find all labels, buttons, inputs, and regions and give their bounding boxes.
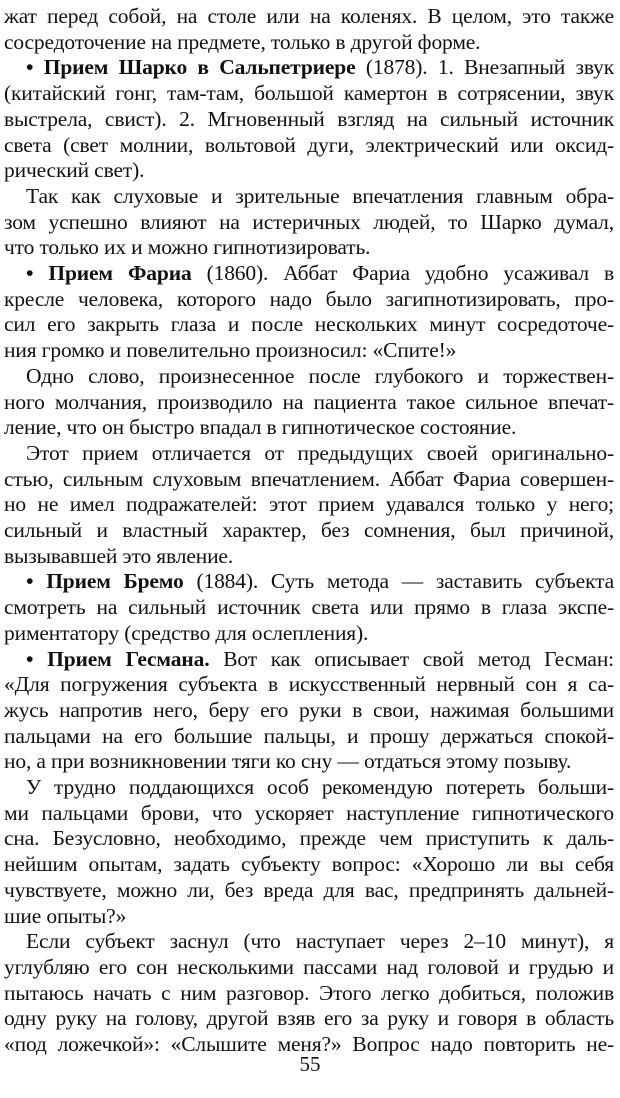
text-line	[4, 234, 614, 261]
text-line	[4, 800, 614, 827]
text-run: но, а при возникновении тяги ко сну — отдаться этому позыву.	[4, 749, 572, 774]
text-run: сосредоточение на предмете, только в другой форме.	[4, 29, 481, 54]
text-line	[4, 363, 614, 390]
text-line	[4, 594, 614, 621]
text-run: ми пальцами брови, что ускоряет наступление гипнотического	[4, 800, 614, 825]
text-line	[4, 3, 614, 30]
text-run: стью, сильным слуховым впечатлением. Аббат Фариа совершен-	[4, 466, 614, 491]
text-run: света (свет молнии, вольтовой дуги, электрический или оксид-	[4, 132, 614, 157]
text-run: чувствуете, можно ли, без вреда для вас, предпринять дальней-	[4, 877, 614, 902]
text-run: одну руку на голову, другой взяв его за руку и говоря в область	[4, 1006, 614, 1031]
text-run: У трудно поддающихся особ рекомендую потереть больши-	[26, 775, 614, 799]
text-run: выстрела, свист). 2. Мгновенный взгляд на сильный источник	[4, 106, 614, 131]
text-run: что только их и можно гипнотизировать.	[4, 235, 371, 260]
text-line	[4, 980, 614, 1007]
text-run: шие опыты?»	[4, 903, 127, 928]
text-line	[4, 517, 614, 544]
text-line	[4, 671, 614, 698]
text-line	[4, 851, 614, 878]
text-run: смотреть на сильный источник света или прямо в глаза экспе-	[4, 595, 614, 620]
text-line	[4, 132, 614, 159]
text-line	[4, 774, 614, 801]
text-run: вызывавшей это явление.	[4, 543, 234, 568]
text-line	[4, 209, 614, 236]
text-run: (1884). Суть метода — заставить субъекта	[183, 569, 614, 594]
text-run: пытаюсь начать с ним разговор. Этого легко добиться, положив	[4, 980, 614, 1005]
text-run: ния громко и повелительно произносил: «Спите!»	[4, 338, 457, 363]
text-line	[4, 568, 614, 595]
text-line	[4, 440, 614, 467]
text-run: ного молчания, производило на пациента такое сильное впечат-	[4, 389, 614, 414]
method-heading: • Прием Фариа	[26, 261, 192, 285]
text-line	[4, 825, 614, 852]
method-heading: • Прием Шарко в Сальпетриере	[26, 55, 356, 80]
text-line	[4, 543, 614, 570]
text-line	[4, 646, 614, 673]
text-run: сил его закрыть глаза и после нескольких минут сосредоточе-	[4, 312, 614, 337]
text-run: зом успешно влияют на истеричных людей, то Шарко думал,	[4, 209, 614, 234]
text-run: нейшим опытам, задать субъекту вопрос: «Хорошо ли вы себя	[4, 852, 614, 877]
text-line	[4, 491, 614, 518]
text-run: риментатору (средство для ослепления).	[4, 620, 369, 645]
text-line	[4, 877, 614, 904]
text-run: Вот как описывает свой метод Гесман:	[209, 646, 614, 671]
text-line	[4, 723, 614, 750]
text-run: углубляю его сон несколькими пассами над головой и грудью и	[4, 954, 614, 979]
text-line	[4, 748, 614, 775]
text-line	[4, 697, 614, 724]
text-run: Одно слово, произнесенное после глубокого и торжествен-	[26, 363, 614, 388]
text-run: рический свет).	[4, 158, 145, 183]
text-run: сна. Безусловно, необходимо, прежде чем приступить к даль-	[4, 826, 614, 851]
text-line	[4, 286, 614, 313]
text-line	[4, 54, 614, 81]
text-run: Если субъект заснул (что наступает через 2–10 минут), я	[26, 929, 614, 954]
text-line	[4, 106, 614, 133]
text-line	[4, 311, 614, 338]
text-run: жусь напротив него, беру его руки в свои, нажимая большими	[4, 697, 614, 722]
text-run: пальцами на его большие пальцы, и прошу держаться спокой-	[4, 723, 614, 748]
text-run: (1860). Аббат Фариа удобно усаживал в	[191, 261, 614, 285]
text-run: (1878). 1. Внезапный звук	[355, 55, 614, 80]
text-run: Так как слуховые и зрительные впечатления главным обра-	[26, 183, 614, 208]
text-run: жат перед собой, на столе или на коленях. В целом, это также	[4, 4, 614, 28]
text-line	[4, 954, 614, 981]
text-line	[4, 1005, 614, 1032]
text-line	[4, 260, 614, 287]
text-line	[4, 157, 614, 184]
text-run: ление, что он быстро впадал в гипнотическое состояние.	[4, 415, 517, 440]
page-number: 55	[299, 1052, 321, 1076]
text-line	[4, 80, 614, 107]
text-run: но не имел подражателей: этот прием удавался только у него;	[4, 492, 614, 517]
text-run: Этот прием отличается от предыдущих своей оригинально-	[26, 440, 614, 465]
text-run: «Для погружения субъекта в искусственный нервный сон я са-	[4, 672, 614, 697]
text-line	[4, 928, 614, 955]
text-line	[4, 337, 614, 364]
text-line	[4, 183, 614, 210]
text-run: (китайский гонг, там-там, большой камертон в сотрясении, звук	[4, 81, 614, 106]
text-line	[4, 466, 614, 493]
text-run: кресле человека, которого надо было загипнотизировать, про-	[4, 286, 614, 311]
text-line	[4, 414, 614, 441]
method-heading: • Прием Гесмана.	[26, 646, 210, 671]
text-line	[4, 29, 614, 56]
text-run: «под ложечкой»: «Слышите меня?» Вопрос надо повторить не-	[4, 1032, 614, 1056]
text-line	[4, 620, 614, 647]
method-heading: • Прием Бремо	[26, 569, 184, 594]
text-run: сильный и властный характер, без сомнения, был причиной,	[4, 518, 614, 542]
text-line	[4, 389, 614, 416]
text-line	[4, 903, 614, 930]
